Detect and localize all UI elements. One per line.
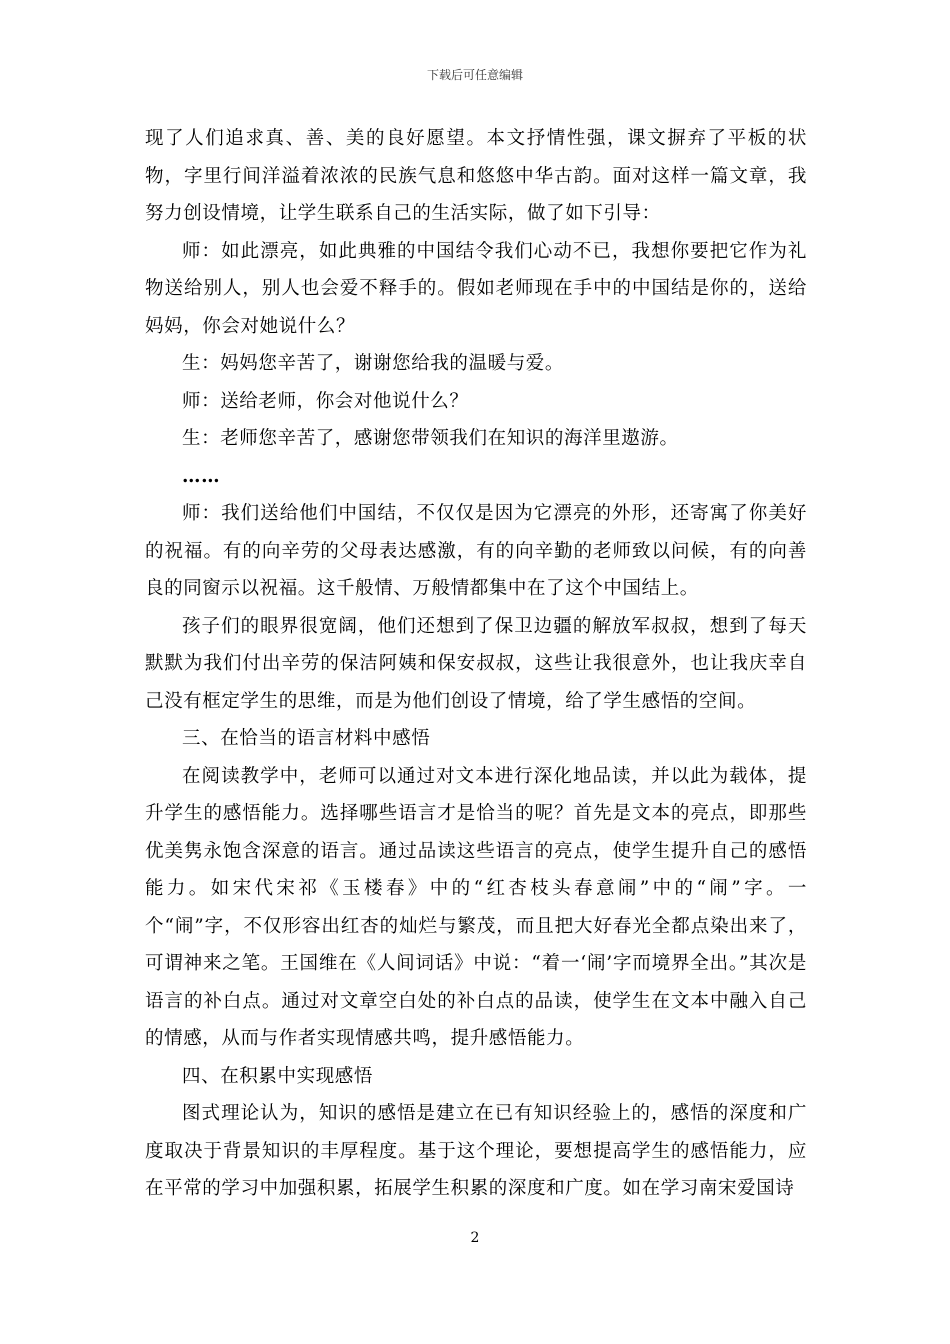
paragraph-section-3: 在阅读教学中，老师可以通过对文本进行深化地品读，并以此为载体，提升学生的感悟能力。选择哪些语言才是恰当的呢？首先是文本的亮点，即那些优美隽永饱含深意的语言。通过品读这些语言的亮点，使学生提升自己的感悟能力。如宋代宋祁《玉楼春》中的“红杏枝头春意闹”中的“闹”字。一个“闹”字，不仅形容出红杏的灿烂与繁茂，而且把大好春光全都点染出来了，可谓神来之笔。王国维在《人间词话》中说：“着一‘闹’字而境界全出。”其次是语言的补白点。通过对文章空白处的补白点的品读，使学生在文本中融入自己的情感，从而与作者实现情感共鸣，提升感悟能力。 xyxy=(145,765,807,1049)
ellipsis: …… xyxy=(182,465,221,487)
section-heading-4: 四、在积累中实现感悟 xyxy=(182,1065,374,1087)
dialogue-teacher-1: 师：如此漂亮，如此典雅的中国结令我们心动不已，我想你要把它作为礼物送给别人，别人也会爱不释手的。假如老师现在手中的中国结是你的，送给妈妈，你会对她说什么？ xyxy=(145,240,807,337)
dialogue-teacher-2: 师：送给老师，你会对他说什么？ xyxy=(182,390,469,412)
page-number: 2 xyxy=(470,1230,480,1246)
page-header: 下载后可任意编辑 xyxy=(426,68,523,82)
body-text xyxy=(145,120,807,1208)
paragraph-continuation: 现了人们追求真、善、美的良好愿望。本文抒情性强，课文摒弃了平板的状物，字里行间洋溢着浓浓的民族气息和悠悠中华古韵。面对这样一篇文章，我努力创设情境，让学生联系自己的生活实际，做了如下引导： xyxy=(145,128,807,224)
dialogue-student-1: 生：妈妈您辛苦了，谢谢您给我的温暖与爱。 xyxy=(182,353,565,374)
section-heading-3: 三、在恰当的语言材料中感悟 xyxy=(182,728,431,749)
dialogue-student-2: 生：老师您辛苦了，感谢您带领我们在知识的海洋里遨游。 xyxy=(182,428,679,449)
dialogue-teacher-3: 师：我们送给他们中国结，不仅仅是因为它漂亮的外形，还寄寓了你美好的祝福。有的向辛劳的父母表达感激，有的向辛勤的老师致以问候，有的向善良的同窗示以祝福。这千般情、万般情都集中在了这个中国结上。 xyxy=(145,503,807,599)
paragraph-section-4: 图式理论认为，知识的感悟是建立在已有知识经验上的，感悟的深度和广度取决于背景知识的丰厚程度。基于这个理论，要想提高学生的感悟能力，应在平常的学习中加强积累，拓展学生积累的深度和广度。如在学习南宋爱国诗 xyxy=(145,1103,807,1199)
paragraph-reflection: 孩子们的眼界很宽阔，他们还想到了保卫边疆的解放军叔叔，想到了每天默默为我们付出辛劳的保洁阿姨和保安叔叔，这些让我很意外，也让我庆幸自己没有框定学生的思维，而是为他们创设了情境，给了学生感悟的空间。 xyxy=(145,615,807,712)
